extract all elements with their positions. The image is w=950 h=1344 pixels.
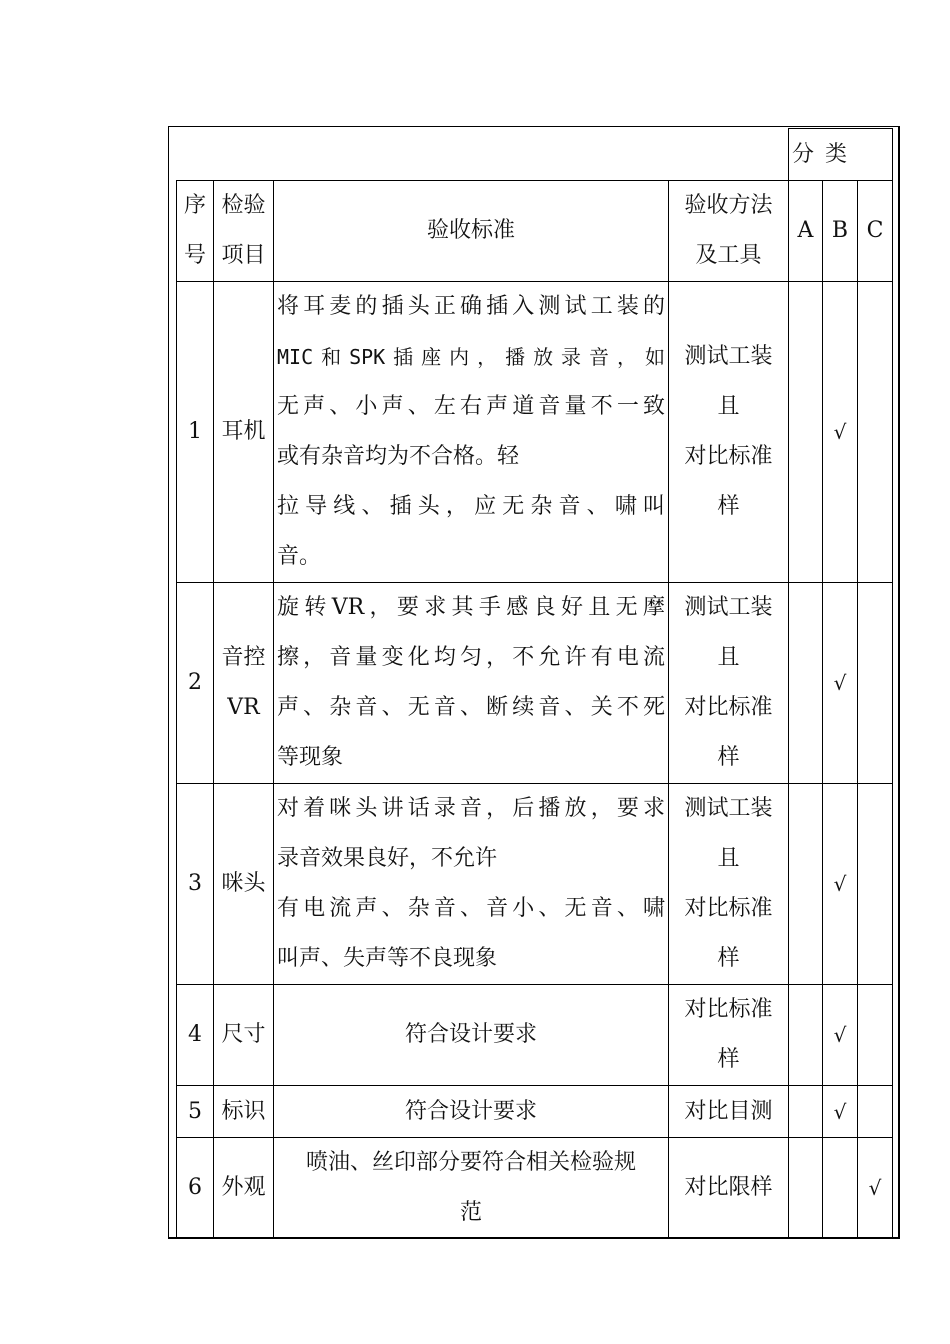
row-standard: 将耳麦的插头正确插入测试工装的 MIC和SPK插座内，播放录音，如 无声、小声、左右声道音量不一致 或有杂音均为不合格。轻 拉导线、插头，应无杂音、啸叫 音。 — [274, 282, 669, 583]
row-method: 对比标准 样 — [669, 985, 789, 1086]
row-no: 1 — [177, 282, 214, 583]
header-blank-cell — [177, 129, 789, 181]
inspection-table — [176, 128, 893, 1239]
row-item: 外观 — [214, 1138, 274, 1239]
row-class-b-check: √ — [823, 985, 858, 1086]
table-row — [177, 784, 893, 985]
row-class-c — [858, 282, 893, 583]
row-class-a — [789, 583, 823, 784]
row-class-a — [789, 282, 823, 583]
header-class-b: B — [823, 181, 858, 282]
column-header-row — [177, 181, 893, 282]
header-method: 验收方法 及工具 — [669, 181, 789, 282]
row-item: 标识 — [214, 1086, 274, 1138]
header-item: 检验 项目 — [214, 181, 274, 282]
row-no: 5 — [177, 1086, 214, 1138]
row-item: 耳机 — [214, 282, 274, 583]
row-no: 4 — [177, 985, 214, 1086]
row-no: 6 — [177, 1138, 214, 1239]
row-class-a — [789, 985, 823, 1086]
table-row — [177, 1138, 893, 1239]
row-item: 咪头 — [214, 784, 274, 985]
table-row — [177, 1086, 893, 1138]
row-class-a — [789, 1138, 823, 1239]
row-class-c — [858, 1086, 893, 1138]
row-method: 测试工装 且 对比标准 样 — [669, 784, 789, 985]
row-class-a — [789, 1086, 823, 1138]
row-no: 3 — [177, 784, 214, 985]
row-class-c — [858, 985, 893, 1086]
row-no: 2 — [177, 583, 214, 784]
row-class-b-check: √ — [823, 282, 858, 583]
row-standard: 符合设计要求 — [274, 985, 669, 1086]
row-class-b-check: √ — [823, 1086, 858, 1138]
row-method: 测试工装 且 对比标准 样 — [669, 583, 789, 784]
row-standard: 对着咪头讲话录音，后播放，要求 录音效果良好，不允许 有电流声、杂音、音小、无音、啸 叫声、失声等不良现象 — [274, 784, 669, 985]
row-class-c — [858, 784, 893, 985]
row-class-b-check: √ — [823, 583, 858, 784]
classification-header: 分 类 — [789, 129, 893, 181]
row-item: 音控 VR — [214, 583, 274, 784]
row-method: 对比目测 — [669, 1086, 789, 1138]
row-class-c — [858, 583, 893, 784]
row-method: 对比限样 — [669, 1138, 789, 1239]
row-class-b — [823, 1138, 858, 1239]
row-standard: 旋转VR，要求其手感良好且无摩 擦，音量变化均匀，不允许有电流 声、杂音、无音、断续音、关不死 等现象 — [274, 583, 669, 784]
row-method: 测试工装 且 对比标准 样 — [669, 282, 789, 583]
header-standard: 验收标准 — [274, 181, 669, 282]
table-row — [177, 985, 893, 1086]
row-item: 尺寸 — [214, 985, 274, 1086]
row-standard: 符合设计要求 — [274, 1086, 669, 1138]
row-class-c-check: √ — [858, 1138, 893, 1239]
classification-header-row — [177, 129, 893, 181]
table-row — [177, 282, 893, 583]
header-no: 序 号 — [177, 181, 214, 282]
row-class-b-check: √ — [823, 784, 858, 985]
row-class-a — [789, 784, 823, 985]
table-row — [177, 583, 893, 784]
row-standard: 喷油、丝印部分要符合相关检验规 范 — [274, 1138, 669, 1239]
header-class-a: A — [789, 181, 823, 282]
header-class-c: C — [858, 181, 893, 282]
